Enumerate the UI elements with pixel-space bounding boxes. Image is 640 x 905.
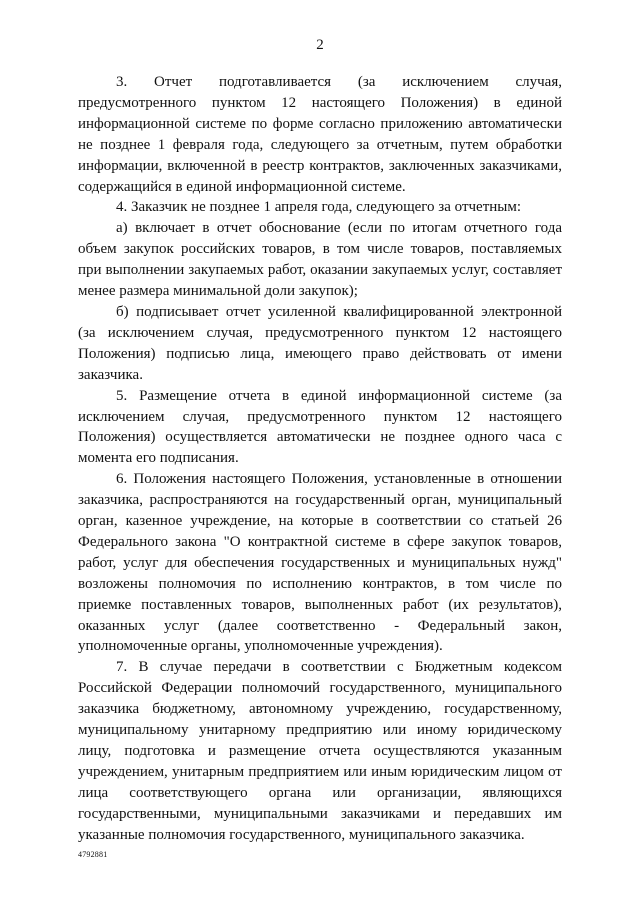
paragraph-7-transfer-of-powers: 7. В случае передачи в соответствии с Бюджетным кодексом Российской Федерации полномочий государственного, муниципального заказчика бюджетному, автономному учреждению, государственному, муниципальному унитарному предприятию или иному юридическому лицу, подготовка и размещение отчета осуществляются указанным учреждением, унитарным предприятием или иным юридическим лицом от лица соответствующего органа или организации, являющихся государственными, муниципальными заказчиками и передавших им указанные полномочия государственного, муниципального заказчика. — [78, 659, 562, 843]
paragraph-3-report-preparation: 3. Отчет подготавливается (за исключением случая, предусмотренного пунктом 12 настоящего Положения) в единой информационной системе по форме согласно приложению автоматически не позднее 1 февраля года, следующего за отчетным, путем обработки информации, включенной в реестр контрактов, заключенных заказчиками, содержащийся в единой информационной системе. — [78, 74, 562, 195]
document-body — [78, 72, 562, 846]
paragraph-6-applicability: 6. Положения настоящего Положения, установленные в отношении заказчика, распространяются на государственный орган, муниципальный орган, казенное учреждение, на которые в соответствии со статьей 26 Федерального закона "О контрактной системе в сфере закупок товаров, работ, услуг для обеспечения государственных и муниципальных нужд" возложены полномочия по исполнению контрактов, в том числе по приемке поставленных товаров, выполненных работ (их результатов), оказанных услуг (далее соответственно - Федеральный закон, уполномоченные органы, уполномоченные учреждения). — [78, 471, 562, 655]
page-number: 2 — [316, 37, 324, 53]
paragraph-4-customer-deadline: 4. Заказчик не позднее 1 апреля года, следующего за отчетным: — [116, 199, 522, 216]
paragraph-4b-signature: б) подписывает отчет усиленной квалифицированной электронной (за исключением случая, предусмотренного пунктом 12 настоящего Положения) подписью лица, имеющего право действовать от имени заказчика. — [78, 303, 562, 383]
paragraph-4a-justification: а) включает в отчет обоснование (если по итогам отчетного года объем закупок российских товаров, в том числе товаров, поставляемых при выполнении закупаемых работ, оказании закупаемых услуг, составляет менее размера минимальной доли закупок); — [78, 220, 562, 300]
document-code: 4792881 — [78, 850, 108, 859]
paragraph-5-publication: 5. Размещение отчета в единой информационной системе (за исключением случая, предусмотренного пунктом 12 настоящего Положения) осуществляется автоматически не позднее одного часа с момента его подписания. — [78, 387, 562, 467]
